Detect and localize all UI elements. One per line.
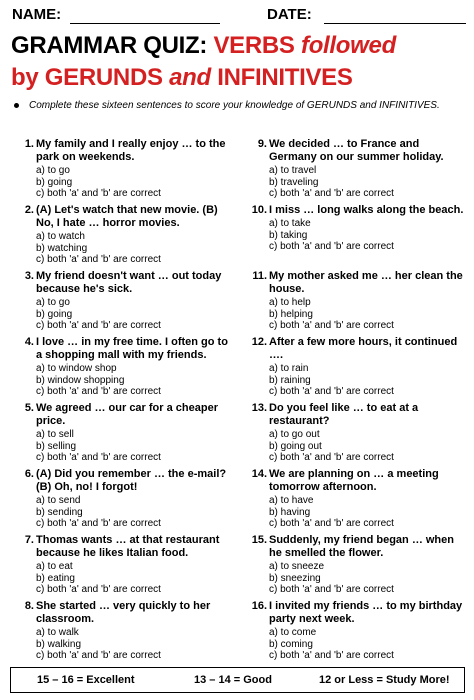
answer-options — [36, 165, 161, 200]
question-number: 2. — [24, 204, 34, 216]
title-part-infinitives: INFINITIVES — [210, 64, 353, 91]
answer-options — [269, 297, 394, 332]
answer-option-a[interactable]: a) to watch — [36, 231, 85, 242]
answer-option-c[interactable]: c) both 'a' and 'b' are correct — [269, 650, 394, 661]
question-stem: My friend doesn't want … out today because he's sick. — [36, 270, 222, 295]
question-stem: We decided … to France and Germany on our summer holiday. — [269, 138, 444, 163]
answer-option-c[interactable]: c) both 'a' and 'b' are correct — [36, 584, 161, 595]
score-study-more: 12 or Less = Study More! — [319, 674, 450, 686]
answer-option-b[interactable]: b) sneezing — [269, 572, 321, 584]
question-stem: After a few more hours, it continued …. — [269, 336, 458, 361]
date-label: DATE: — [267, 6, 312, 23]
answer-options — [36, 363, 161, 398]
question-stem: We agreed … our car for a cheaper price. — [36, 402, 218, 427]
answer-option-a[interactable]: a) to eat — [36, 561, 73, 572]
answer-option-a[interactable]: a) to walk — [36, 627, 79, 638]
question-number: 12. — [251, 336, 267, 348]
answer-option-c[interactable]: c) both 'a' and 'b' are correct — [36, 188, 161, 199]
question-number: 5. — [24, 402, 34, 414]
page-title — [11, 30, 471, 94]
answer-option-a[interactable]: a) to take — [269, 218, 311, 229]
question-stem: I love … in my free time. I often go to a shopping mall with my friends. — [36, 336, 228, 361]
question-stem: Suddenly, my friend began … when he smelled the flower. — [269, 534, 454, 559]
answer-option-a[interactable]: a) to sell — [36, 429, 74, 440]
question-number: 3. — [24, 270, 34, 282]
answer-option-a[interactable]: a) to go — [36, 297, 70, 308]
answer-options — [36, 495, 161, 530]
answer-option-b[interactable]: b) coming — [269, 638, 313, 650]
question-stem: We are planning on … a meeting tomorrow afternoon. — [269, 468, 439, 493]
answer-option-b[interactable]: b) going — [36, 308, 73, 320]
scoring-box — [10, 667, 465, 693]
answer-options — [36, 231, 161, 266]
answer-option-a[interactable]: a) to go out — [269, 429, 320, 440]
title-part-by-gerunds: by GERUNDS — [11, 64, 170, 91]
answer-options — [36, 627, 161, 662]
answer-option-b[interactable]: b) window shopping — [36, 374, 125, 386]
answer-option-b[interactable]: b) eating — [36, 572, 75, 584]
answer-options — [269, 429, 394, 464]
name-label: NAME: — [12, 6, 62, 23]
answer-option-c[interactable]: c) both 'a' and 'b' are correct — [36, 650, 161, 661]
question-number: 1. — [24, 138, 34, 150]
answer-option-a[interactable]: a) to window shop — [36, 363, 117, 374]
question-number: 10. — [251, 204, 267, 216]
title-part-and: and — [169, 64, 211, 91]
answer-option-a[interactable]: a) to rain — [269, 363, 309, 374]
answer-options — [269, 627, 394, 662]
answer-option-c[interactable]: c) both 'a' and 'b' are correct — [36, 386, 161, 397]
answer-option-a[interactable]: a) to sneeze — [269, 561, 325, 572]
question-number: 7. — [24, 534, 34, 546]
name-field[interactable] — [70, 23, 220, 24]
question-stem: Do you feel like … to eat at a restaurant? — [269, 402, 419, 427]
answer-option-c[interactable]: c) both 'a' and 'b' are correct — [269, 386, 394, 397]
answer-options — [36, 429, 161, 464]
answer-options — [36, 561, 161, 596]
question-number: 14. — [251, 468, 267, 480]
answer-option-b[interactable]: b) helping — [269, 308, 313, 320]
answer-option-b[interactable]: b) going out — [269, 440, 322, 452]
answer-option-a[interactable]: a) to travel — [269, 165, 317, 176]
answer-option-c[interactable]: c) both 'a' and 'b' are correct — [269, 584, 394, 595]
bullet-icon — [14, 103, 19, 108]
answer-options — [269, 561, 394, 596]
title-part-grammar-quiz: GRAMMAR QUIZ: — [11, 32, 214, 59]
answer-option-a[interactable]: a) to have — [269, 495, 314, 506]
answer-option-a[interactable]: a) to go — [36, 165, 70, 176]
answer-option-c[interactable]: c) both 'a' and 'b' are correct — [269, 320, 394, 331]
question-stem: I invited my friends … to my birthday party next week. — [269, 600, 463, 625]
answer-option-b[interactable]: b) having — [269, 506, 311, 518]
answer-option-c[interactable]: c) both 'a' and 'b' are correct — [36, 452, 161, 463]
question-stem: My family and I really enjoy … to the park on weekends. — [36, 138, 226, 163]
question-number: 8. — [24, 600, 34, 612]
answer-option-b[interactable]: b) walking — [36, 638, 82, 650]
date-field[interactable] — [324, 23, 466, 24]
answer-option-c[interactable]: c) both 'a' and 'b' are correct — [269, 188, 394, 199]
answer-options — [269, 218, 394, 253]
answer-option-b[interactable]: b) raining — [269, 374, 311, 386]
question-stem: (A) Did you remember … the e-mail? (B) Oh, no! I forgot! — [36, 468, 227, 493]
instructions-text: Complete these sixteen sentences to score your knowledge of GERUNDS and INFINITIVES. — [29, 100, 440, 111]
instructions — [14, 100, 454, 112]
question-number: 9. — [257, 138, 267, 150]
question-stem: My mother asked me … her clean the house. — [269, 270, 463, 295]
answer-option-b[interactable]: b) going — [36, 176, 73, 188]
score-good: 13 – 14 = Good — [194, 674, 272, 686]
answer-option-b[interactable]: b) watching — [36, 242, 88, 254]
answer-options — [269, 165, 394, 200]
answer-option-b[interactable]: b) taking — [269, 229, 308, 241]
title-part-verbs: VERBS — [213, 32, 301, 59]
question-stem: Thomas wants … at that restaurant because he likes Italian food. — [36, 534, 220, 559]
question-stem: I miss … long walks along the beach. — [269, 204, 464, 216]
answer-option-b[interactable]: b) traveling — [269, 176, 319, 188]
question-stem: She started … very quickly to her classroom. — [36, 600, 211, 625]
question-number: 11. — [252, 270, 267, 282]
answer-options — [269, 363, 394, 398]
question-number: 13. — [251, 402, 267, 414]
answer-option-c[interactable]: c) both 'a' and 'b' are correct — [269, 241, 394, 252]
answer-option-c[interactable]: c) both 'a' and 'b' are correct — [36, 518, 161, 529]
answer-option-c[interactable]: c) both 'a' and 'b' are correct — [36, 254, 161, 265]
answer-option-b[interactable]: b) selling — [36, 440, 77, 452]
question-stem: (A) Let's watch that new movie. (B) No, I hate … horror movies. — [36, 204, 218, 229]
answer-option-c[interactable]: c) both 'a' and 'b' are correct — [269, 518, 394, 529]
answer-option-c[interactable]: c) both 'a' and 'b' are correct — [36, 320, 161, 331]
answer-option-a[interactable]: a) to help — [269, 297, 311, 308]
answer-option-a[interactable]: a) to send — [36, 495, 81, 506]
score-excellent: 15 – 16 = Excellent — [37, 674, 135, 686]
answer-option-a[interactable]: a) to come — [269, 627, 317, 638]
answer-options — [269, 495, 394, 530]
question-number: 6. — [24, 468, 34, 480]
header — [12, 6, 464, 26]
question-number: 16. — [251, 600, 267, 612]
title-part-followed: followed — [301, 32, 396, 59]
answer-options — [36, 297, 161, 332]
question-number: 15. — [251, 534, 267, 546]
question-number: 4. — [24, 336, 34, 348]
answer-option-c[interactable]: c) both 'a' and 'b' are correct — [269, 452, 394, 463]
answer-option-b[interactable]: b) sending — [36, 506, 83, 518]
